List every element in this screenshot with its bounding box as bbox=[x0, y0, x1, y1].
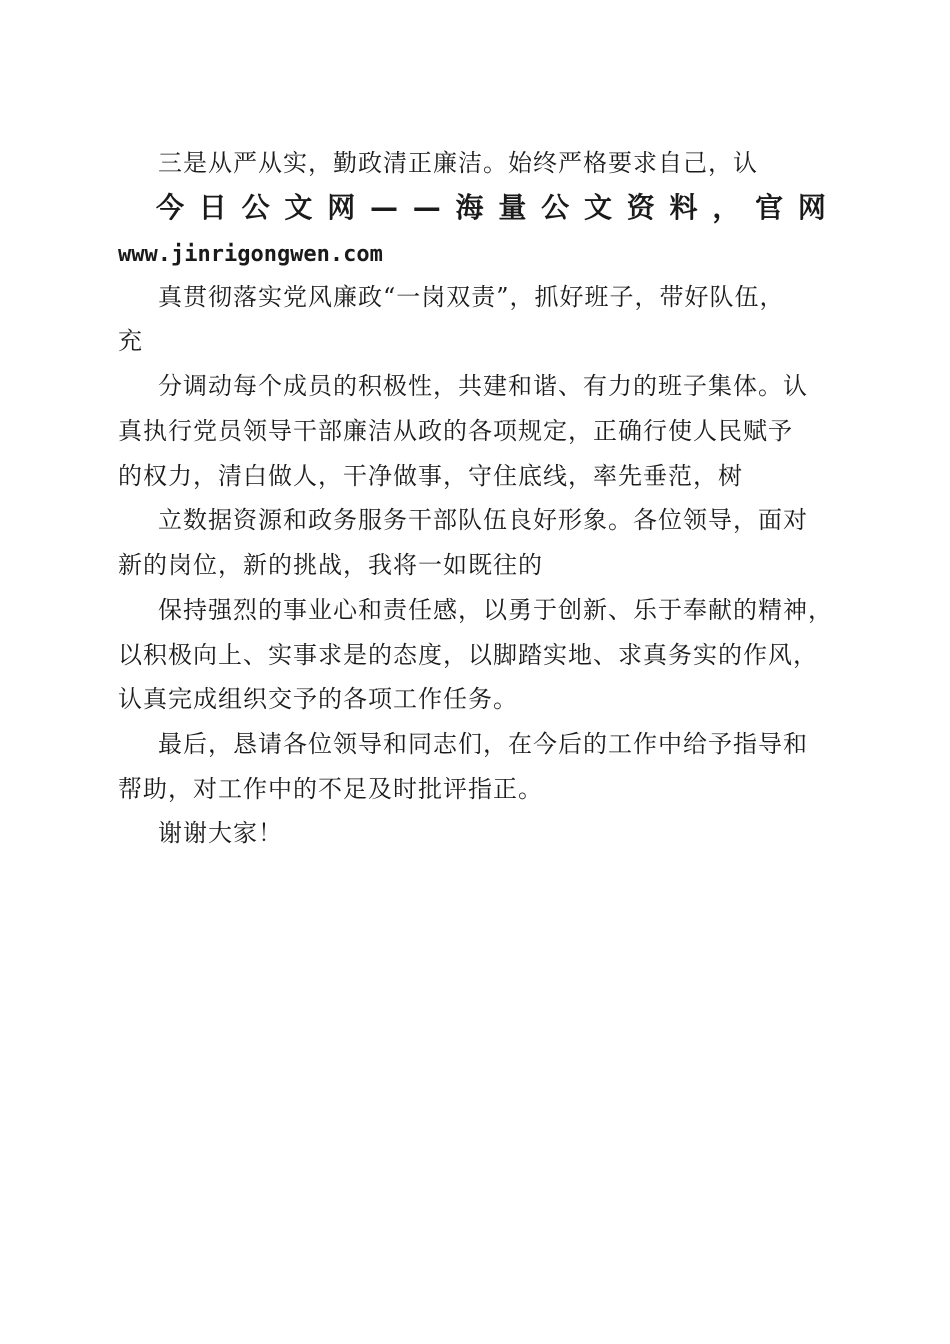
closing-line: 谢谢大家！ bbox=[158, 819, 283, 847]
paragraph-line: 最后，恳请各位领导和同志们，在今后的工作中给予指导和 bbox=[158, 730, 808, 758]
paragraph-line: 立数据资源和政务服务干部队伍良好形象。各位领导，面对 bbox=[158, 506, 808, 534]
watermark-banner bbox=[156, 191, 826, 225]
watermark-char: ， bbox=[712, 191, 741, 224]
watermark-char: 海 bbox=[455, 191, 484, 224]
watermark-char: 文 bbox=[284, 191, 313, 224]
paragraph-line: 充 bbox=[118, 327, 143, 355]
watermark-char: 公 bbox=[241, 191, 270, 224]
watermark-char: 量 bbox=[498, 191, 527, 224]
paragraph-line: 真执行党员领导干部廉洁从政的各项规定，正确行使人民赋予 bbox=[118, 417, 793, 445]
watermark-char: 资 bbox=[626, 191, 655, 224]
watermark-char: 网 bbox=[327, 191, 356, 224]
paragraph-line: 分调动每个成员的积极性，共建和谐、有力的班子集体。认 bbox=[158, 372, 808, 400]
watermark-char: — bbox=[412, 191, 441, 224]
paragraph-line: 以积极向上、实事求是的态度，以脚踏实地、求真务实的作风， bbox=[118, 641, 818, 669]
paragraph-line: 三是从严从实，勤政清正廉洁。始终严格要求自己，认 bbox=[158, 149, 758, 177]
watermark-char: — bbox=[369, 191, 398, 224]
watermark-url: www.jinrigongwen.com bbox=[118, 242, 383, 267]
paragraph-line: 帮助，对工作中的不足及时批评指正。 bbox=[118, 775, 543, 803]
paragraph-line: 真贯彻落实党风廉政“一岗双责”，抓好班子，带好队伍， bbox=[158, 283, 785, 311]
watermark-char: 日 bbox=[198, 191, 227, 224]
paragraph-line: 新的岗位，新的挑战，我将一如既往的 bbox=[118, 551, 543, 579]
watermark-char: 今 bbox=[156, 191, 185, 224]
watermark-char: 料 bbox=[669, 191, 698, 224]
paragraph-line: 保持强烈的事业心和责任感，以勇于创新、乐于奉献的精神， bbox=[158, 596, 833, 624]
watermark-char: 官 bbox=[755, 191, 784, 224]
paragraph-line: 的权力，清白做人，干净做事，守住底线，率先垂范，树 bbox=[118, 462, 743, 490]
watermark-char: 文 bbox=[583, 191, 612, 224]
watermark-char: 网 bbox=[797, 191, 826, 224]
paragraph-line: 认真完成组织交予的各项工作任务。 bbox=[118, 685, 518, 713]
watermark-char: 公 bbox=[541, 191, 570, 224]
